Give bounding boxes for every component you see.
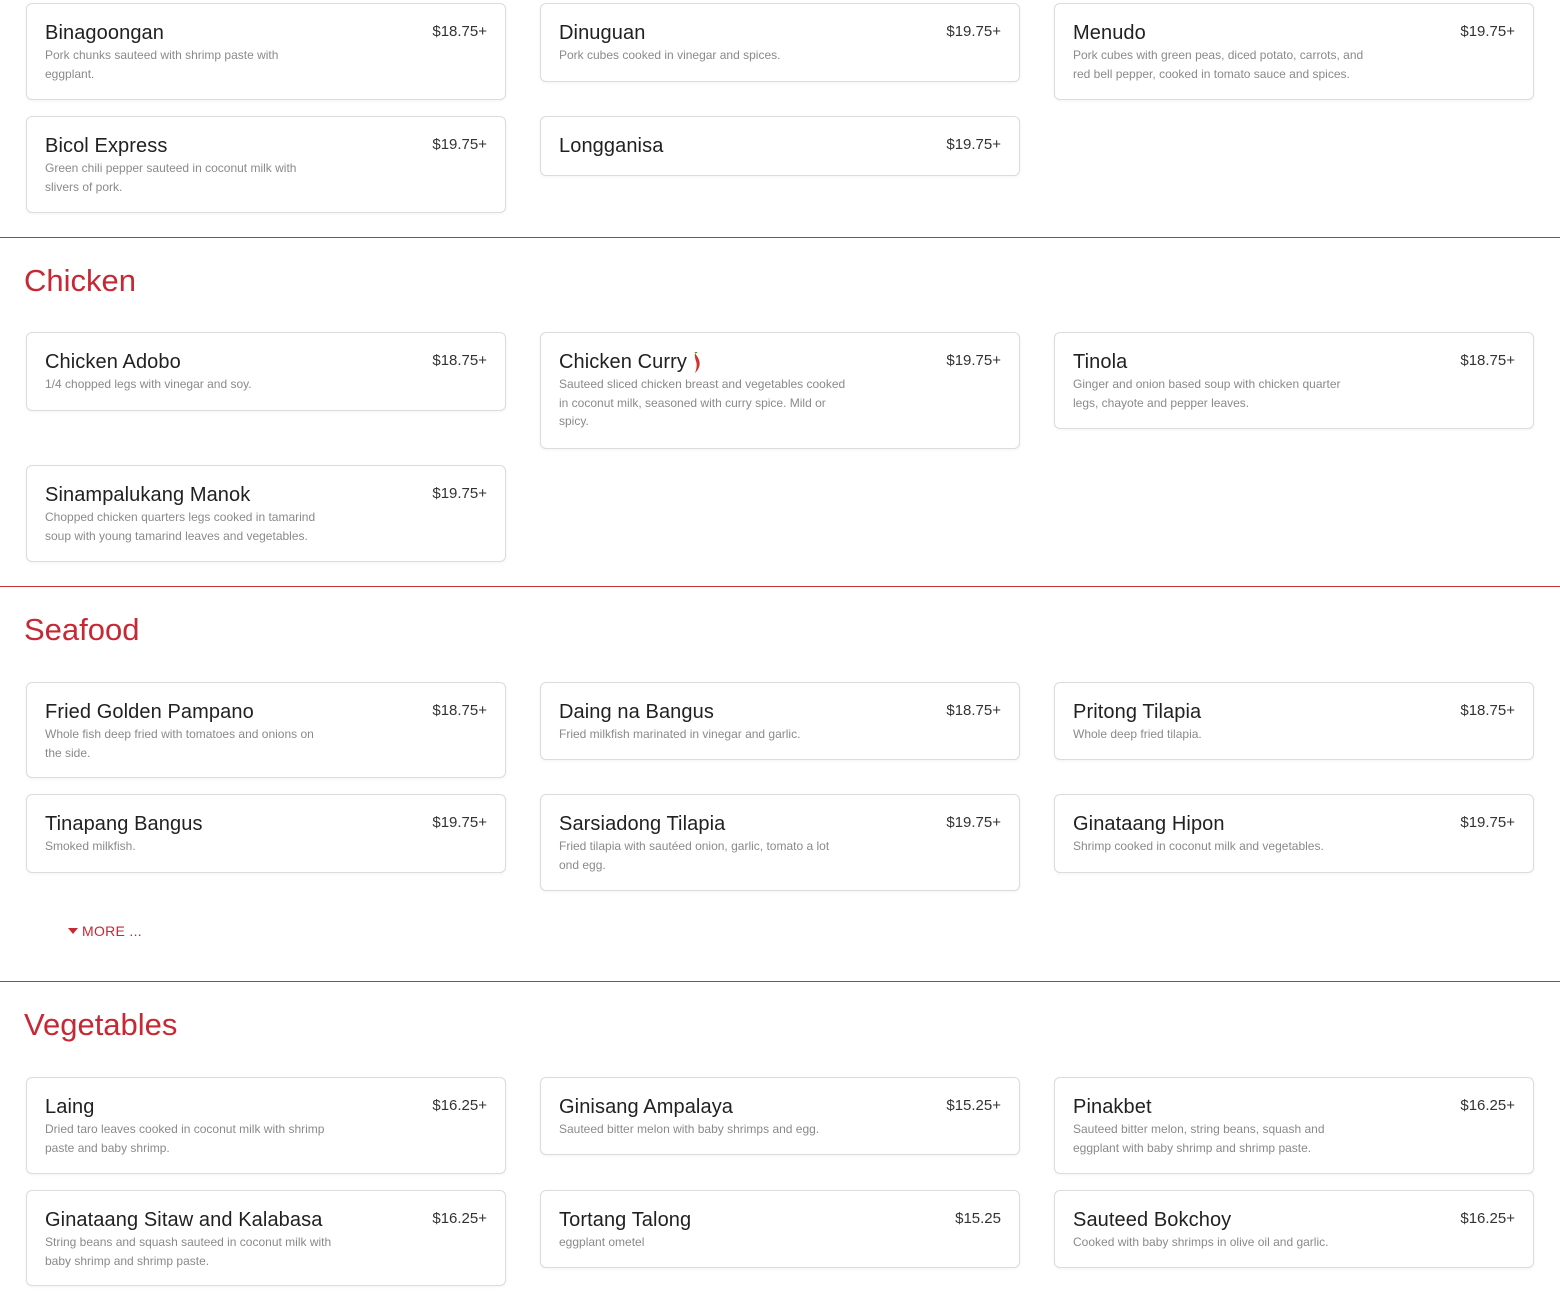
menu-item-name: Ginataang Hipon [1073,813,1225,835]
menu-item-name: Tinapang Bangus [45,813,203,835]
menu-item-description: Pork cubes with green peas, diced potato, carrots, and red bell pepper, cooked in tomato sauce and spices. [1073,48,1364,81]
menu-item-card[interactable] [26,332,506,411]
menu-item-price: $19.75+ [946,352,1001,369]
menu-item-name: Tinola [1073,351,1128,373]
menu-item-name: Chicken Curry [559,351,687,373]
menu-item-description: Fried milkfish marinated in vinegar and garlic. [559,727,801,741]
menu-item-name: Fried Golden Pampano [45,701,254,723]
menu-item-description: Cooked with baby shrimps in olive oil and garlic. [1073,1235,1329,1249]
menu-item-card[interactable] [1054,332,1534,429]
menu-item-price: $18.75+ [1460,702,1515,719]
menu-item-price: $19.75+ [432,136,487,153]
menu-item-name: Tortang Talong [559,1209,692,1231]
section-title-vegetables: Vegetables [24,1007,178,1042]
menu-item-price: $19.75+ [946,136,1001,153]
menu-item-card[interactable] [1054,682,1534,760]
menu-item-price: $16.25+ [432,1097,487,1114]
menu-item-description: Smoked milkfish. [45,839,136,853]
menu-item-card[interactable] [26,3,506,100]
menu-item-description: Whole deep fried tilapia. [1073,727,1202,741]
menu-item-price: $19.75+ [1460,23,1515,40]
menu-item-price: $16.25+ [432,1210,487,1227]
section-title-chicken: Chicken [24,263,136,298]
menu-item-description: Dried taro leaves cooked in coconut milk with shrimp paste and baby shrimp. [45,1122,325,1155]
menu-item-description: Pork chunks sauteed with shrimp paste with eggplant. [45,48,279,81]
menu-item-name: Sinampalukang Manok [45,484,251,506]
menu-item-description: 1/4 chopped legs with vinegar and soy. [45,377,252,391]
menu-item-description: String beans and squash sauteed in coconut milk with baby shrimp and shrimp paste. [45,1235,332,1268]
menu-item-description: Shrimp cooked in coconut milk and vegetables. [1073,839,1324,853]
chili-pepper-icon [691,352,703,374]
menu-item-price: $19.75+ [946,814,1001,831]
menu-item-name: Sauteed Bokchoy [1073,1209,1232,1231]
menu-item-description: Ginger and onion based soup with chicken quarter legs, chayote and pepper leaves. [1073,377,1341,410]
section-title-seafood: Seafood [24,612,140,647]
menu-item-price: $15.25+ [946,1097,1001,1114]
menu-item-price: $19.75+ [432,814,487,831]
menu-item-card[interactable] [26,1190,506,1286]
menu-item-name-row [559,351,703,374]
menu-item-card[interactable] [540,3,1020,82]
menu-item-card[interactable] [26,1077,506,1174]
menu-item-description: Sauteed bitter melon, string beans, squash and eggplant with baby shrimp and shrimp paste. [1073,1122,1325,1155]
menu-item-price: $15.25 [955,1210,1001,1227]
menu-item-card[interactable] [1054,1190,1534,1268]
menu-item-price: $16.25+ [1460,1210,1515,1227]
menu-item-name: Dinuguan [559,22,646,44]
caret-down-icon [68,928,78,934]
more-items-label: MORE ... [82,923,142,939]
menu-item-description: Chopped chicken quarters legs cooked in tamarind soup with young tamarind leaves and vegetables. [45,510,316,543]
menu-item-card[interactable] [540,116,1020,176]
menu-item-card[interactable] [1054,1077,1534,1174]
menu-item-name: Daing na Bangus [559,701,714,723]
menu-item-card[interactable] [26,682,506,778]
menu-item-description: Green chili pepper sauteed in coconut milk with slivers of pork. [45,161,297,194]
menu-item-price: $18.75+ [946,702,1001,719]
section-divider [0,586,1560,587]
menu-item-description: Sauteed sliced chicken breast and vegetables cooked in coconut milk, seasoned with curry spice. Mild or spicy. [559,377,846,428]
menu-item-price: $19.75+ [946,23,1001,40]
menu-item-card[interactable] [540,332,1020,449]
menu-item-card[interactable] [540,682,1020,760]
menu-item-description: Pork cubes cooked in vinegar and spices. [559,48,781,62]
menu-item-card[interactable] [540,794,1020,891]
menu-item-name: Chicken Adobo [45,351,181,373]
section-divider [0,981,1560,982]
menu-item-card[interactable] [26,116,506,213]
menu-item-price: $18.75+ [432,702,487,719]
menu-item-description: Sauteed bitter melon with baby shrimps and egg. [559,1122,820,1136]
menu-item-card[interactable] [26,465,506,562]
menu-item-name: Menudo [1073,22,1146,44]
menu-item-name: Bicol Express [45,135,168,157]
menu-item-card[interactable] [1054,794,1534,873]
menu-item-card[interactable] [1054,3,1534,100]
menu-item-name: Laing [45,1096,95,1118]
menu-item-name: Longganisa [559,135,664,157]
menu-item-card[interactable] [540,1077,1020,1155]
menu-item-name: Binagoongan [45,22,164,44]
menu-item-price: $18.75+ [432,352,487,369]
menu-item-description: Fried tilapia with sautéed onion, garlic, tomato a lot ond egg. [559,839,830,872]
menu-item-description: Whole fish deep fried with tomatoes and onions on the side. [45,727,314,760]
menu-item-price: $18.75+ [1460,352,1515,369]
menu-item-name: Ginisang Ampalaya [559,1096,734,1118]
menu-item-name: Pritong Tilapia [1073,701,1202,723]
menu-item-name: Pinakbet [1073,1096,1152,1118]
menu-item-description: eggplant ometel [559,1235,645,1249]
menu-item-card[interactable] [26,794,506,873]
section-divider [0,237,1560,238]
menu-item-price: $16.25+ [1460,1097,1515,1114]
more-items-link[interactable] [68,923,142,939]
menu-item-price: $18.75+ [432,23,487,40]
menu-item-name: Ginataang Sitaw and Kalabasa [45,1209,323,1231]
menu-item-card[interactable] [540,1190,1020,1268]
menu-item-price: $19.75+ [432,485,487,502]
menu-item-name: Sarsiadong Tilapia [559,813,726,835]
menu-item-price: $19.75+ [1460,814,1515,831]
